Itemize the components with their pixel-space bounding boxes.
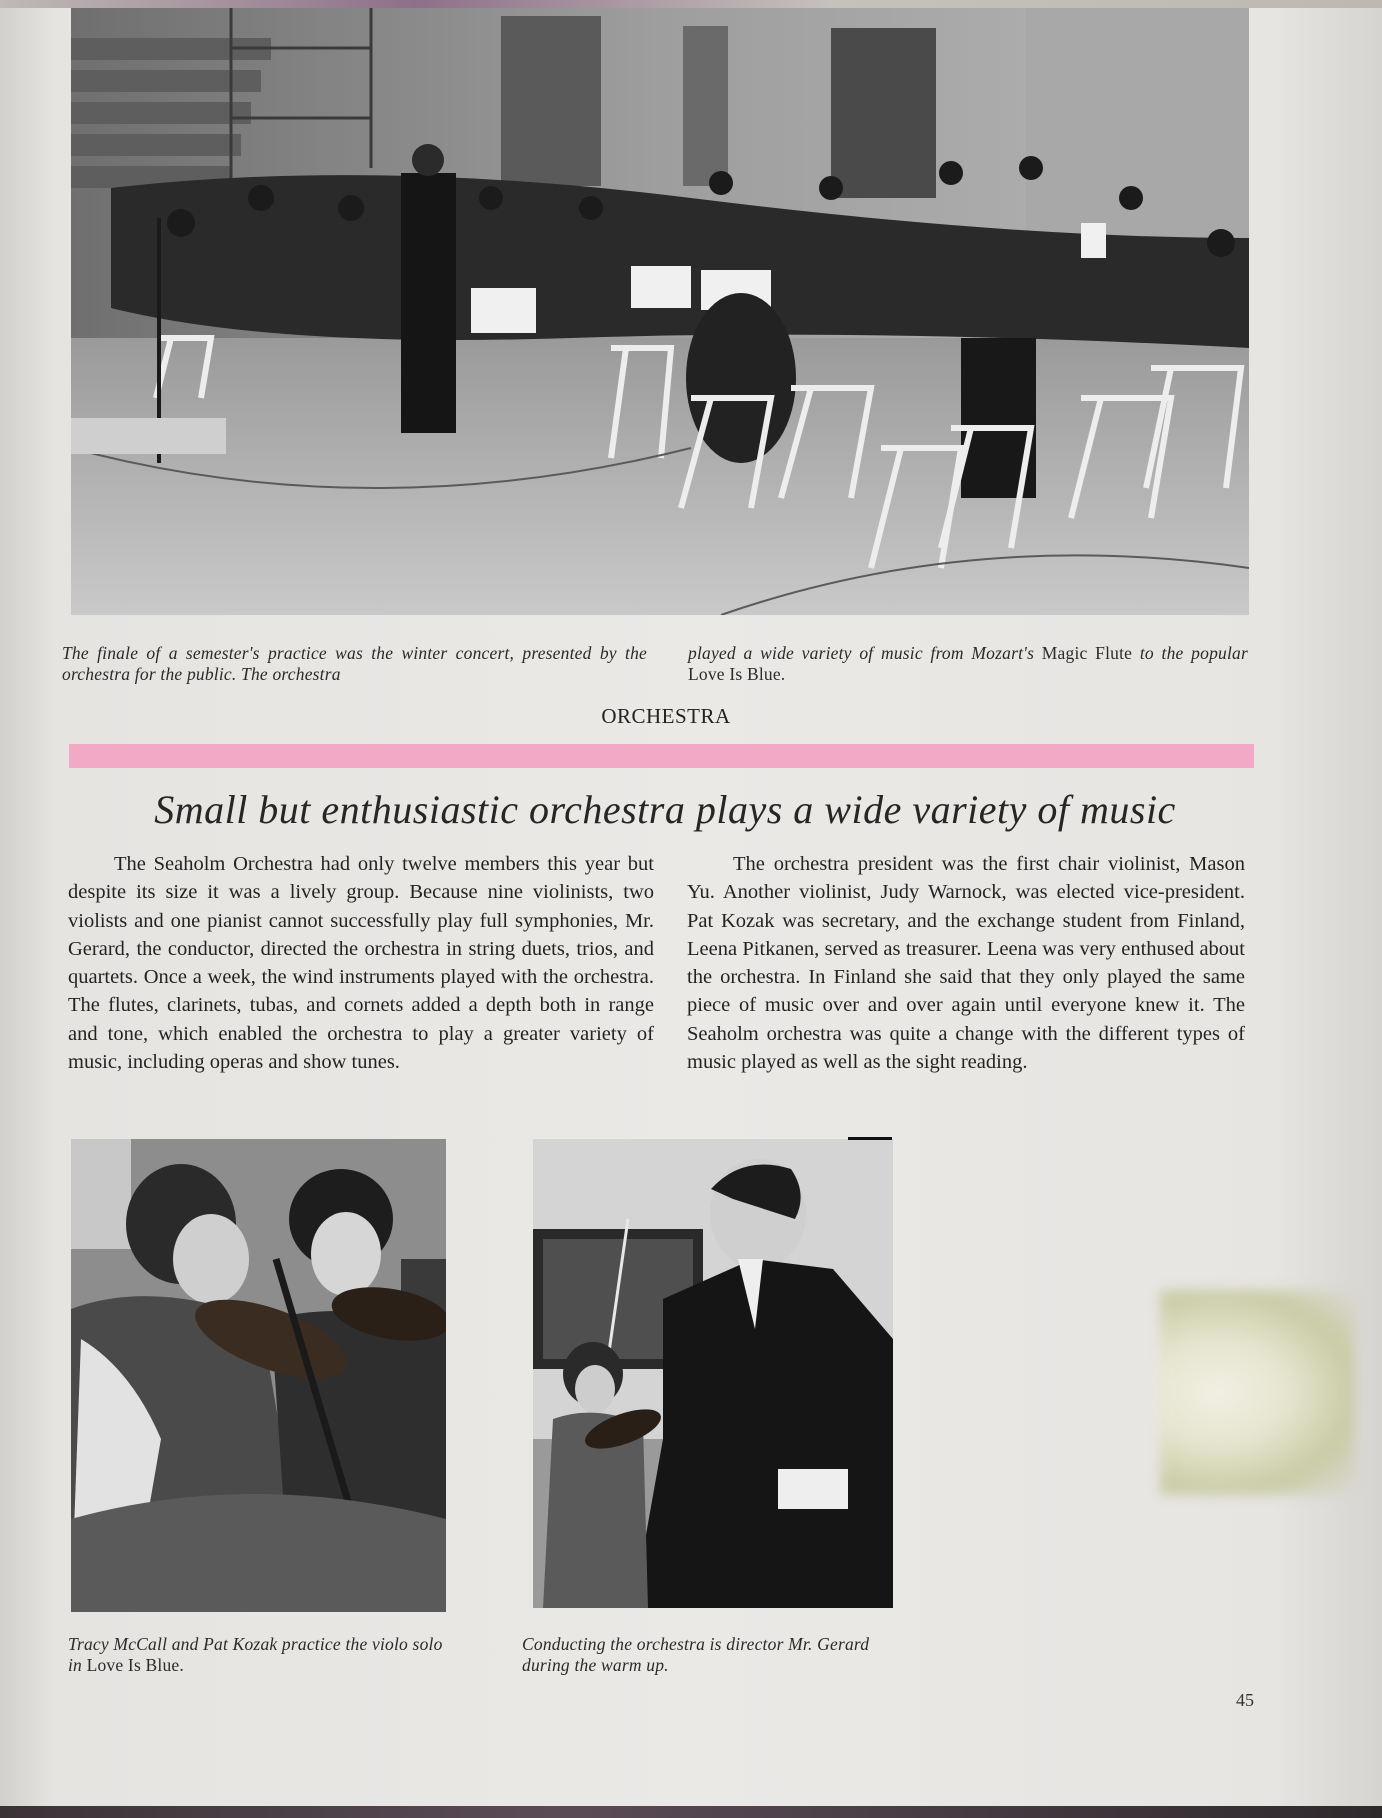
article-column-left: [68, 850, 654, 1076]
scan-edge-bottom: [0, 1806, 1382, 1818]
caption-text: Tracy McCall and Pat Kozak practice the violo solo in: [68, 1634, 443, 1675]
article-paragraph: The Seaholm Orchestra had only twelve members this year but despite its size it was a lively group. Because nine violinists, two violists and one pianist cannot successfully play full symphonies, Mr. Gerard, the conductor, directed the orchestra in string duets, trios, and quartets. Once a week, the wind instruments played with the orchestra. The flutes, clarinets, tubas, and cornets added a depth both in range and tone, which enabled the orchestra to play a greater variety of music, including operas and show tunes.: [68, 853, 654, 1074]
caption-text: to the popular: [1139, 643, 1249, 663]
headline: Small but enthusiastic orchestra plays a wide variety of music: [154, 787, 1176, 832]
article-column-right: [687, 850, 1245, 1076]
top-photo-caption-right: [688, 643, 1248, 685]
violinists-caption: [68, 1634, 448, 1676]
violinists-photo: [71, 1139, 446, 1612]
article-paragraph: The orchestra president was the first chair violinist, Mason Yu. Another violinist, Judy Warnock, was elected vice-president. Pat Kozak was secretary, and the exchange student from Finland, Leena Pitkanen, served as treasurer. Leena was very enthused about the orchestra. In Finland she said that they only played the same piece of music over and over again until everyone knew it. The Seaholm orchestra was quite a change with the different types of music played as well as the sight reading.: [687, 853, 1245, 1074]
caption-work-title: Love Is Blue.: [86, 1655, 184, 1675]
caption-text: The finale of a semester's practice was the winter concert, presented by the orchestra for the public. The orchestra: [62, 643, 647, 684]
scan-glare: [1160, 1290, 1355, 1495]
tape-mark: [848, 1137, 892, 1140]
caption-text: played a wide variety of music from Mozart's: [688, 643, 1035, 663]
page-number: 45: [1236, 1690, 1254, 1710]
caption-work-title: Love Is Blue.: [688, 664, 786, 684]
top-photo-caption-left: [62, 643, 647, 685]
scan-edge-top: [0, 0, 1382, 8]
accent-bar: [69, 744, 1254, 768]
caption-work-title: Magic Flute: [1041, 643, 1133, 663]
conductor-caption: Conducting the orchestra is director Mr. Gerard during the warm up.: [522, 1634, 870, 1675]
orchestra-concert-photo: [71, 8, 1249, 615]
section-label: ORCHESTRA: [601, 704, 731, 728]
conductor-photo: [533, 1139, 893, 1608]
